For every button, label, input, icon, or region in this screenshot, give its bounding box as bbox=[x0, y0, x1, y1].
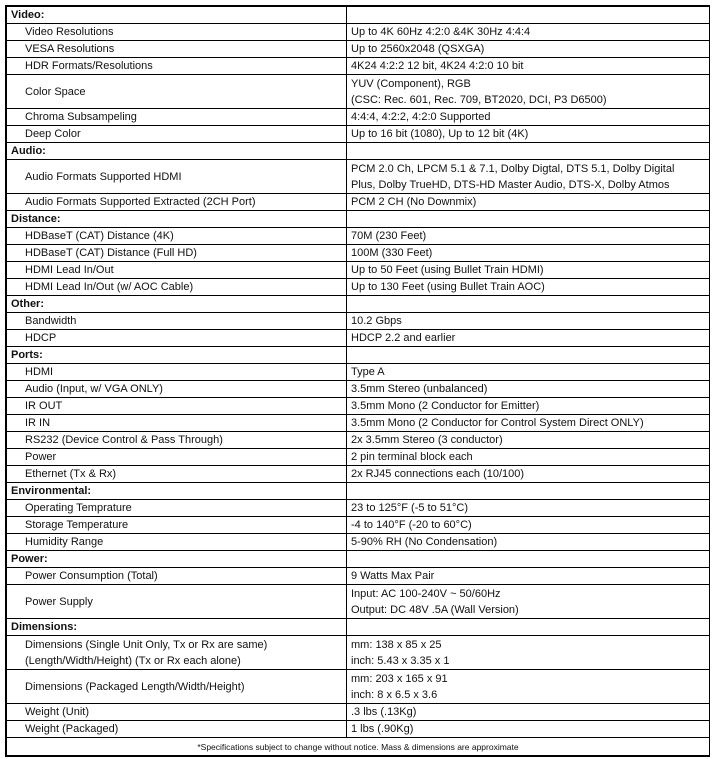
footnote-row bbox=[7, 738, 710, 756]
spec-value-line: 2x 3.5mm Stereo (3 conductor) bbox=[351, 434, 503, 446]
spec-row bbox=[7, 313, 710, 330]
spec-label-line: Audio Formats Supported Extracted (2CH Port) bbox=[25, 196, 256, 208]
spec-label bbox=[7, 721, 347, 738]
spec-value bbox=[347, 262, 710, 279]
spec-row bbox=[7, 194, 710, 211]
spec-value-line: inch: 8 x 6.5 x 3.6 bbox=[351, 688, 438, 701]
spec-label bbox=[7, 449, 347, 466]
spec-value bbox=[347, 279, 710, 296]
section-header bbox=[7, 347, 710, 364]
spec-label bbox=[7, 58, 347, 75]
spec-value-line: 3.5mm Mono (2 Conductor for Emitter) bbox=[351, 400, 540, 412]
spec-label bbox=[7, 364, 347, 381]
section-title: Distance: bbox=[7, 211, 347, 228]
section-title: Dimensions: bbox=[7, 619, 347, 636]
spec-value bbox=[347, 313, 710, 330]
spec-value bbox=[347, 704, 710, 721]
spec-value-line: 10.2 Gbps bbox=[351, 315, 402, 327]
spec-value-line: 9 Watts Max Pair bbox=[351, 570, 435, 582]
section-header bbox=[7, 296, 710, 313]
spec-value-line: 2x RJ45 connections each (10/100) bbox=[351, 468, 525, 480]
spec-value-line: Output: DC 48V .5A (Wall Version) bbox=[351, 603, 519, 616]
section-header-blank bbox=[347, 7, 710, 24]
spec-sheet bbox=[5, 5, 710, 757]
section-header-blank bbox=[347, 211, 710, 228]
spec-value-line: Type A bbox=[351, 366, 385, 378]
spec-value-line: Up to 130 Feet (using Bullet Train AOC) bbox=[351, 281, 545, 293]
spec-label bbox=[7, 41, 347, 58]
spec-row bbox=[7, 534, 710, 551]
spec-value bbox=[347, 58, 710, 75]
spec-label-line: Ethernet (Tx & Rx) bbox=[25, 468, 117, 480]
spec-value-line: 70M (230 Feet) bbox=[351, 230, 427, 242]
spec-row bbox=[7, 262, 710, 279]
spec-row bbox=[7, 704, 710, 721]
spec-row bbox=[7, 721, 710, 738]
spec-value-line: 2 pin terminal block each bbox=[351, 451, 473, 463]
spec-label-line: Power Supply bbox=[25, 595, 93, 608]
spec-label-line: Dimensions (Single Unit Only, Tx or Rx are same) bbox=[25, 638, 268, 651]
spec-label bbox=[7, 381, 347, 398]
spec-label-line: IR OUT bbox=[25, 400, 63, 412]
spec-label bbox=[7, 466, 347, 483]
spec-label bbox=[7, 228, 347, 245]
spec-row bbox=[7, 670, 710, 704]
spec-label bbox=[7, 398, 347, 415]
section-title: Video: bbox=[7, 7, 347, 24]
spec-label-line: Audio Formats Supported HDMI bbox=[25, 170, 182, 183]
spec-value bbox=[347, 75, 710, 109]
section-header-blank bbox=[347, 296, 710, 313]
spec-label-line: Audio (Input, w/ VGA ONLY) bbox=[25, 383, 163, 395]
spec-value bbox=[347, 381, 710, 398]
section-header-blank bbox=[347, 347, 710, 364]
spec-row bbox=[7, 466, 710, 483]
spec-value bbox=[347, 449, 710, 466]
spec-row bbox=[7, 364, 710, 381]
spec-label-line: Video Resolutions bbox=[25, 26, 114, 38]
spec-label bbox=[7, 24, 347, 41]
spec-row bbox=[7, 415, 710, 432]
spec-label-line: HDBaseT (CAT) Distance (Full HD) bbox=[25, 247, 197, 259]
spec-label bbox=[7, 109, 347, 126]
spec-value bbox=[347, 500, 710, 517]
spec-row bbox=[7, 330, 710, 347]
spec-label-line: Power Consumption (Total) bbox=[25, 570, 158, 582]
spec-value-line: Up to 2560x2048 (QSXGA) bbox=[351, 43, 485, 55]
spec-label bbox=[7, 126, 347, 143]
section-title: Power: bbox=[7, 551, 347, 568]
spec-value-line: Plus, Dolby TrueHD, DTS-HD Master Audio, DTS-X, Dolby Atmos bbox=[351, 178, 670, 191]
spec-label bbox=[7, 245, 347, 262]
section-header bbox=[7, 7, 710, 24]
spec-label bbox=[7, 636, 347, 670]
spec-label bbox=[7, 160, 347, 194]
spec-value bbox=[347, 24, 710, 41]
spec-row bbox=[7, 24, 710, 41]
spec-label-line: HDBaseT (CAT) Distance (4K) bbox=[25, 230, 174, 242]
spec-label bbox=[7, 313, 347, 330]
spec-row bbox=[7, 432, 710, 449]
section-header bbox=[7, 143, 710, 160]
spec-label-line: HDCP bbox=[25, 332, 57, 344]
spec-value bbox=[347, 432, 710, 449]
spec-label bbox=[7, 585, 347, 619]
spec-row bbox=[7, 279, 710, 296]
spec-value-line: HDCP 2.2 and earlier bbox=[351, 332, 456, 344]
section-header bbox=[7, 483, 710, 500]
spec-value-line: 23 to 125°F (-5 to 51°C) bbox=[351, 502, 469, 514]
spec-label-line: (Length/Width/Height) (Tx or Rx each alone) bbox=[25, 654, 241, 667]
spec-row bbox=[7, 381, 710, 398]
spec-row bbox=[7, 228, 710, 245]
spec-label-line: Power bbox=[25, 451, 57, 463]
spec-value-line: 4K24 4:2:2 12 bit, 4K24 4:2:0 10 bit bbox=[351, 60, 524, 72]
spec-label bbox=[7, 279, 347, 296]
spec-label bbox=[7, 568, 347, 585]
section-header-blank bbox=[347, 551, 710, 568]
spec-row bbox=[7, 449, 710, 466]
spec-value-line: 3.5mm Stereo (unbalanced) bbox=[351, 383, 488, 395]
spec-row bbox=[7, 58, 710, 75]
spec-value bbox=[347, 109, 710, 126]
spec-value-line: 1 lbs (.90Kg) bbox=[351, 723, 414, 735]
spec-value-line: mm: 138 x 85 x 25 bbox=[351, 638, 442, 651]
spec-label bbox=[7, 704, 347, 721]
spec-label bbox=[7, 517, 347, 534]
spec-row bbox=[7, 160, 710, 194]
spec-value bbox=[347, 364, 710, 381]
section-title: Audio: bbox=[7, 143, 347, 160]
spec-value-line: 4:4:4, 4:2:2, 4:2:0 Supported bbox=[351, 111, 491, 123]
spec-value bbox=[347, 228, 710, 245]
section-header-blank bbox=[347, 483, 710, 500]
spec-value-line: 5-90% RH (No Condensation) bbox=[351, 536, 498, 548]
spec-row bbox=[7, 517, 710, 534]
spec-value bbox=[347, 245, 710, 262]
spec-value-line: 100M (330 Feet) bbox=[351, 247, 433, 259]
spec-label bbox=[7, 415, 347, 432]
spec-label bbox=[7, 670, 347, 704]
spec-row bbox=[7, 636, 710, 670]
spec-label-line: Weight (Packaged) bbox=[25, 723, 119, 735]
spec-label-line: HDR Formats/Resolutions bbox=[25, 60, 153, 72]
section-title: Environmental: bbox=[7, 483, 347, 500]
spec-label-line: HDMI Lead In/Out bbox=[25, 264, 114, 276]
spec-label bbox=[7, 500, 347, 517]
section-header bbox=[7, 211, 710, 228]
spec-value-line: Up to 16 bit (1080), Up to 12 bit (4K) bbox=[351, 128, 529, 140]
spec-value bbox=[347, 194, 710, 211]
spec-label-line: IR IN bbox=[25, 417, 51, 429]
spec-value bbox=[347, 126, 710, 143]
spec-label-line: Deep Color bbox=[25, 128, 81, 140]
spec-value bbox=[347, 636, 710, 670]
section-header bbox=[7, 551, 710, 568]
spec-row bbox=[7, 245, 710, 262]
spec-value bbox=[347, 466, 710, 483]
footnote: *Specifications subject to change without notice. Mass & dimensions are approximate bbox=[7, 738, 710, 756]
spec-value-line: PCM 2.0 Ch, LPCM 5.1 & 7.1, Dolby Digtal, DTS 5.1, Dolby Digital bbox=[351, 162, 675, 175]
spec-value-line: YUV (Component), RGB bbox=[351, 77, 471, 90]
spec-label-line: Color Space bbox=[25, 85, 86, 98]
spec-value bbox=[347, 415, 710, 432]
spec-value-line: Up to 4K 60Hz 4:2:0 &4K 30Hz 4:4:4 bbox=[351, 26, 531, 38]
spec-label-line: HDMI bbox=[25, 366, 54, 378]
spec-label-line: Chroma Subsampeling bbox=[25, 111, 137, 123]
spec-label bbox=[7, 262, 347, 279]
spec-value bbox=[347, 41, 710, 58]
spec-row bbox=[7, 568, 710, 585]
spec-value-line: mm: 203 x 165 x 91 bbox=[351, 672, 448, 685]
spec-row bbox=[7, 41, 710, 58]
spec-label-line: Storage Temperature bbox=[25, 519, 129, 531]
spec-label-line: Bandwidth bbox=[25, 315, 77, 327]
spec-value bbox=[347, 585, 710, 619]
spec-value-line: Input: AC 100-240V ~ 50/60Hz bbox=[351, 587, 501, 600]
spec-row bbox=[7, 109, 710, 126]
spec-label-line: Weight (Unit) bbox=[25, 706, 89, 718]
spec-value bbox=[347, 534, 710, 551]
spec-row bbox=[7, 398, 710, 415]
spec-value-line: PCM 2 CH (No Downmix) bbox=[351, 196, 477, 208]
section-title: Other: bbox=[7, 296, 347, 313]
section-header-blank bbox=[347, 619, 710, 636]
spec-value-line: .3 lbs (.13Kg) bbox=[351, 706, 417, 718]
spec-row bbox=[7, 75, 710, 109]
spec-row bbox=[7, 126, 710, 143]
spec-label-line: Humidity Range bbox=[25, 536, 104, 548]
spec-label-line: Operating Temprature bbox=[25, 502, 132, 514]
spec-value-line: 3.5mm Mono (2 Conductor for Control System Direct ONLY) bbox=[351, 417, 644, 429]
spec-value bbox=[347, 517, 710, 534]
spec-value bbox=[347, 568, 710, 585]
spec-label-line: HDMI Lead In/Out (w/ AOC Cable) bbox=[25, 281, 194, 293]
spec-label bbox=[7, 534, 347, 551]
spec-value bbox=[347, 721, 710, 738]
spec-value-line: Up to 50 Feet (using Bullet Train HDMI) bbox=[351, 264, 544, 276]
spec-label-line: Dimensions (Packaged Length/Width/Height) bbox=[25, 680, 245, 693]
spec-row bbox=[7, 585, 710, 619]
spec-value bbox=[347, 398, 710, 415]
spec-value bbox=[347, 670, 710, 704]
spec-label bbox=[7, 194, 347, 211]
spec-label-line: VESA Resolutions bbox=[25, 43, 115, 55]
spec-value-line: -4 to 140°F (-20 to 60°C) bbox=[351, 519, 472, 531]
spec-label bbox=[7, 330, 347, 347]
spec-label bbox=[7, 75, 347, 109]
section-title: Ports: bbox=[7, 347, 347, 364]
spec-table bbox=[6, 6, 710, 756]
spec-value bbox=[347, 330, 710, 347]
spec-row bbox=[7, 500, 710, 517]
spec-value-line: (CSC: Rec. 601, Rec. 709, BT2020, DCI, P3 D6500) bbox=[351, 93, 607, 106]
section-header bbox=[7, 619, 710, 636]
spec-label-line: RS232 (Device Control & Pass Through) bbox=[25, 434, 223, 446]
spec-value-line: inch: 5.43 x 3.35 x 1 bbox=[351, 654, 450, 667]
spec-value bbox=[347, 160, 710, 194]
section-header-blank bbox=[347, 143, 710, 160]
spec-label bbox=[7, 432, 347, 449]
